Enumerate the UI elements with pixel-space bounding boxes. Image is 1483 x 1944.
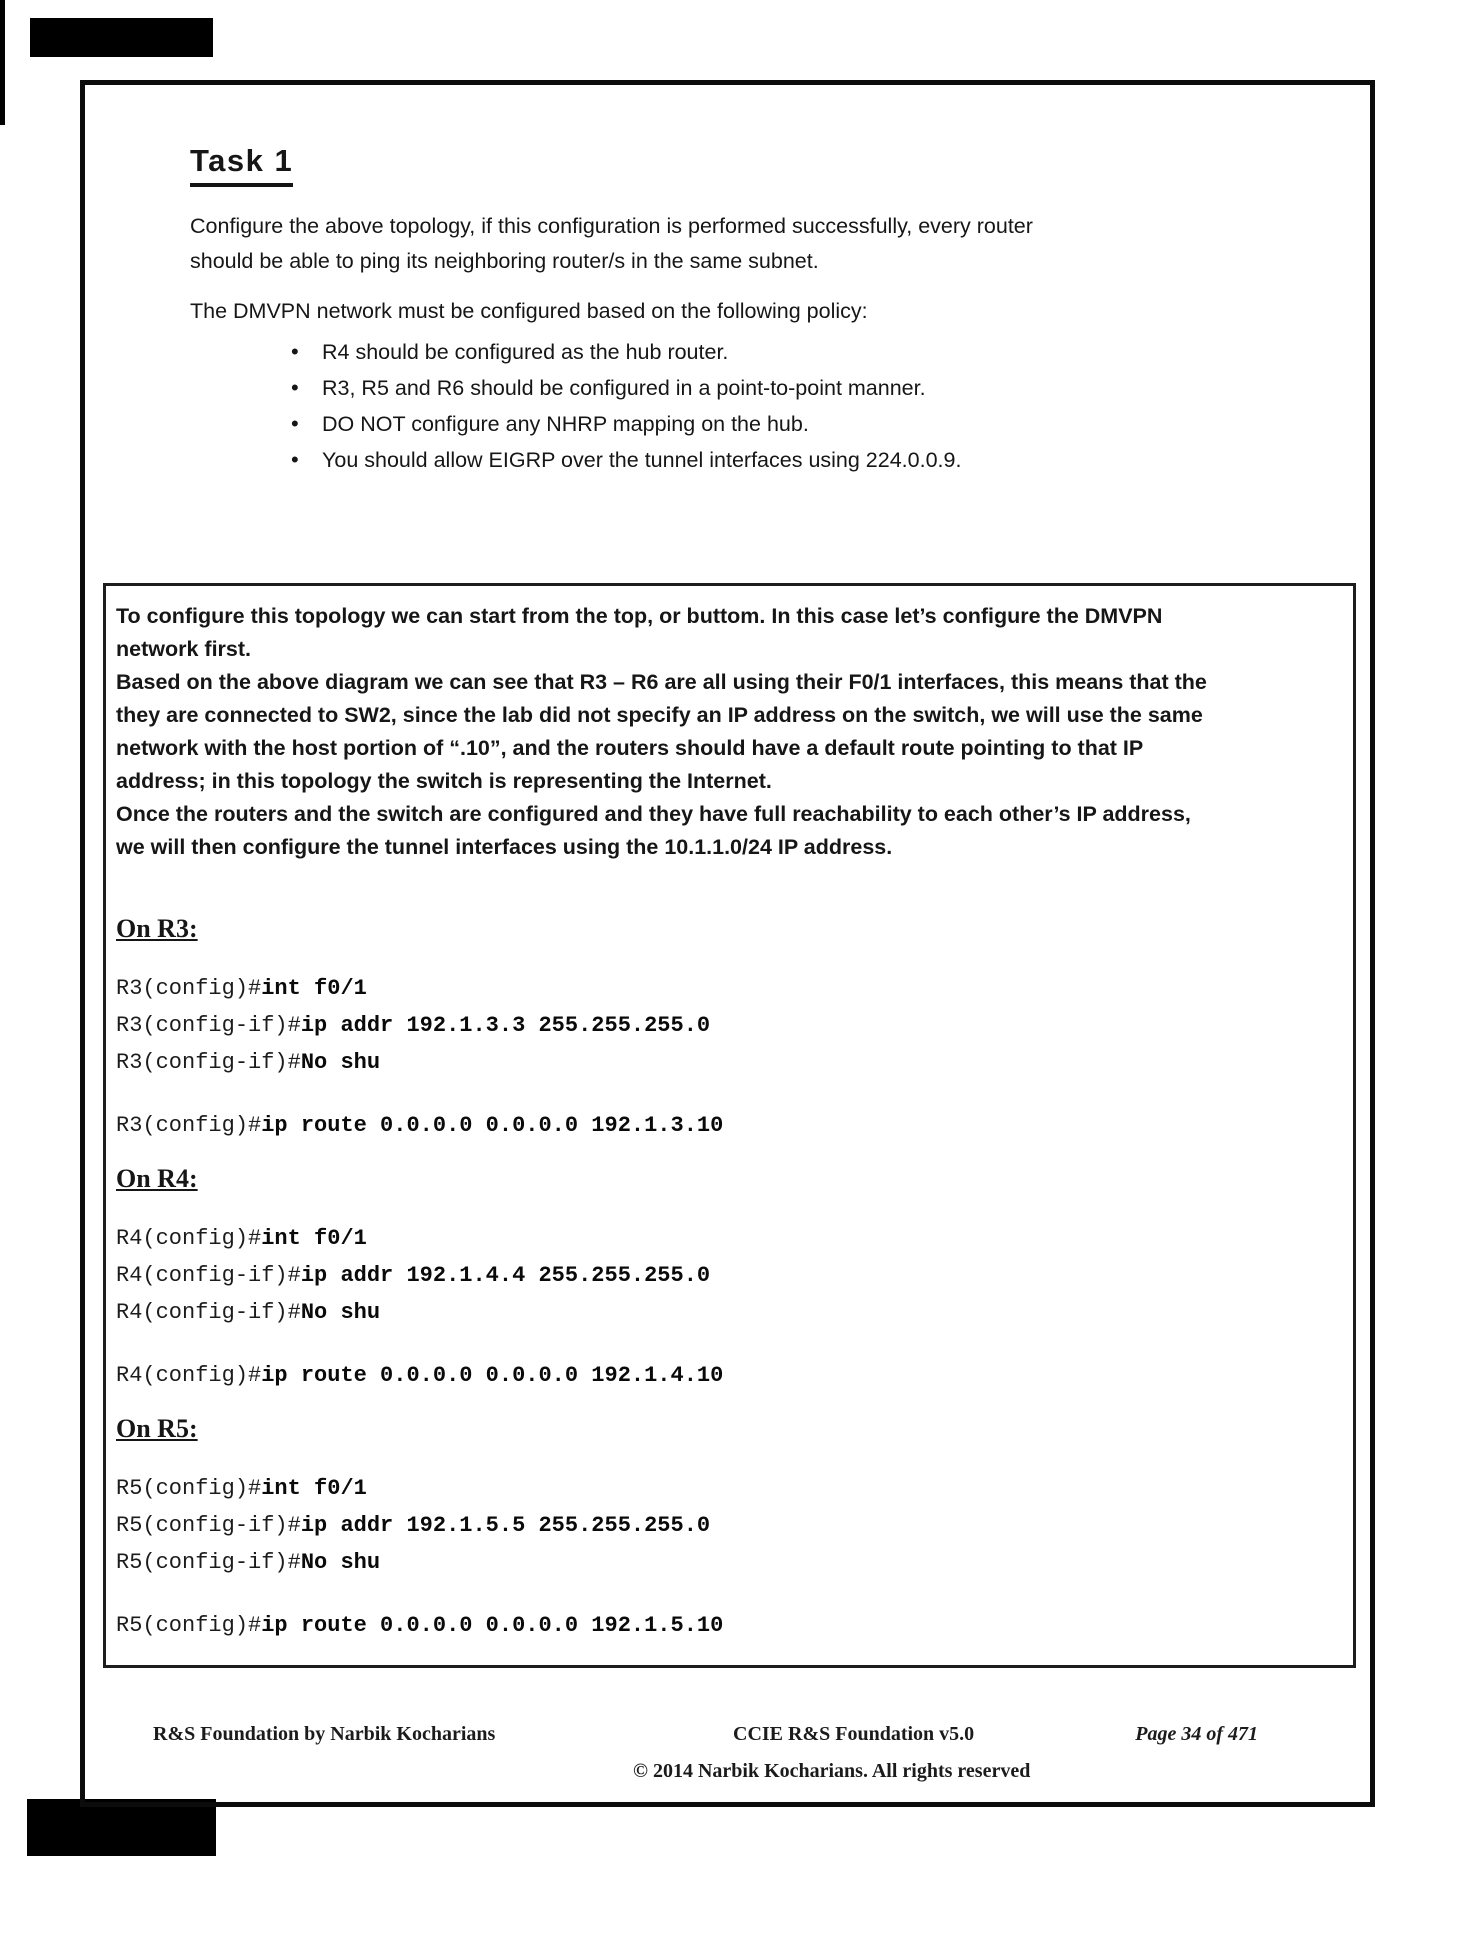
cli-command: ip addr 192.1.3.3 255.255.255.0 — [300, 1013, 711, 1038]
footer-page-number: Page 34 of 471 — [1135, 1723, 1258, 1745]
cli-prompt: R4(config)# — [116, 1226, 262, 1251]
cli-command: ip addr 192.1.5.5 255.255.255.0 — [300, 1513, 711, 1538]
cli-code-block — [116, 1470, 1341, 1581]
footer-book-title: R&S Foundation by Narbik Kocharians — [153, 1723, 496, 1745]
cli-code-block — [116, 1220, 1341, 1331]
cli-command: int f0/1 — [261, 976, 367, 1001]
solution-text-line: address; in this topology the switch is representing the Internet. — [116, 769, 772, 793]
cli-line — [116, 1357, 1341, 1394]
cli-prompt: R4(config-if)# — [116, 1263, 301, 1288]
cli-line — [116, 970, 1341, 1007]
cli-prompt: R5(config)# — [116, 1613, 262, 1638]
task-intro-line: Configure the above topology, if this configuration is performed successfully, every router — [190, 214, 1033, 238]
cli-code-block — [116, 970, 1341, 1081]
cli-prompt: R4(config)# — [116, 1363, 262, 1388]
cli-prompt: R5(config)# — [116, 1476, 262, 1501]
policy-bullet-list — [322, 334, 961, 478]
scan-artifact-corner — [0, 0, 5, 125]
cli-prompt: R5(config-if)# — [116, 1513, 301, 1538]
cli-prompt: R3(config)# — [116, 1113, 262, 1138]
section-heading: On R5: — [116, 1414, 198, 1443]
cli-command: ip route 0.0.0.0 0.0.0.0 192.1.3.10 — [261, 1113, 724, 1138]
scan-artifact-bottom-left — [27, 1799, 216, 1856]
cli-command: No shu — [300, 1050, 381, 1075]
cli-sections — [116, 914, 1341, 1644]
scan-artifact-top-left — [30, 18, 213, 57]
policy-bullet-item: • You should allow EIGRP over the tunnel interfaces using 224.0.0.9. — [322, 442, 961, 478]
cli-command: No shu — [300, 1550, 381, 1575]
cli-line — [116, 1257, 1341, 1294]
cli-prompt: R5(config-if)# — [116, 1550, 301, 1575]
footer-course-title: CCIE R&S Foundation v5.0 — [733, 1723, 975, 1745]
section-heading: On R4: — [116, 1164, 198, 1193]
cli-line — [116, 1007, 1341, 1044]
task-title: Task 1 — [190, 143, 293, 187]
policy-bullet-item: • R4 should be configured as the hub router. — [322, 334, 961, 370]
cli-code-block — [116, 1107, 1341, 1144]
solution-text-line: network first. — [116, 637, 251, 661]
policy-bullet-item: • R3, R5 and R6 should be configured in a point-to-point manner. — [322, 370, 961, 406]
cli-prompt: R4(config-if)# — [116, 1300, 301, 1325]
solution-text-line: Based on the above diagram we can see that R3 – R6 are all using their F0/1 interfaces, this means that the — [116, 670, 1207, 694]
cli-command: No shu — [300, 1300, 381, 1325]
cli-line — [116, 1544, 1341, 1581]
solution-explanation — [116, 600, 1341, 864]
cli-code-block — [116, 1357, 1341, 1394]
cli-line — [116, 1107, 1341, 1144]
solution-box — [103, 583, 1356, 1668]
cli-line — [116, 1044, 1341, 1081]
cli-code-block — [116, 1607, 1341, 1644]
cli-line — [116, 1294, 1341, 1331]
page-border — [80, 80, 1375, 1807]
cli-command: ip addr 192.1.4.4 255.255.255.0 — [300, 1263, 711, 1288]
solution-text-line: they are connected to SW2, since the lab did not specify an IP address on the switch, we will use the same — [116, 703, 1203, 727]
cli-prompt: R3(config)# — [116, 976, 262, 1001]
section-heading: On R3: — [116, 914, 198, 943]
cli-line — [116, 1220, 1341, 1257]
footer-copyright: © 2014 Narbik Kocharians. All rights reserved — [633, 1760, 1031, 1782]
cli-line — [116, 1507, 1341, 1544]
cli-prompt: R3(config-if)# — [116, 1050, 301, 1075]
cli-line — [116, 1470, 1341, 1507]
cli-command: int f0/1 — [261, 1226, 367, 1251]
cli-command: int f0/1 — [261, 1476, 367, 1501]
policy-intro: The DMVPN network must be configured based on the following policy: — [190, 299, 868, 323]
task-intro-paragraph — [190, 209, 1033, 279]
cli-prompt: R3(config-if)# — [116, 1013, 301, 1038]
cli-line — [116, 1607, 1341, 1644]
cli-command: ip route 0.0.0.0 0.0.0.0 192.1.4.10 — [261, 1363, 724, 1388]
solution-text-line: Once the routers and the switch are configured and they have full reachability to each other’s IP address, — [116, 802, 1191, 826]
solution-text-line: To configure this topology we can start from the top, or buttom. In this case let’s configure the DMVPN — [116, 604, 1163, 628]
policy-bullet-item: • DO NOT configure any NHRP mapping on the hub. — [322, 406, 961, 442]
cli-command: ip route 0.0.0.0 0.0.0.0 192.1.5.10 — [261, 1613, 724, 1638]
solution-text-line: we will then configure the tunnel interfaces using the 10.1.1.0/24 IP address. — [116, 835, 893, 859]
task-intro-line: should be able to ping its neighboring router/s in the same subnet. — [190, 249, 819, 273]
solution-text-line: network with the host portion of “.10”, and the routers should have a default route pointing to that IP — [116, 736, 1144, 760]
